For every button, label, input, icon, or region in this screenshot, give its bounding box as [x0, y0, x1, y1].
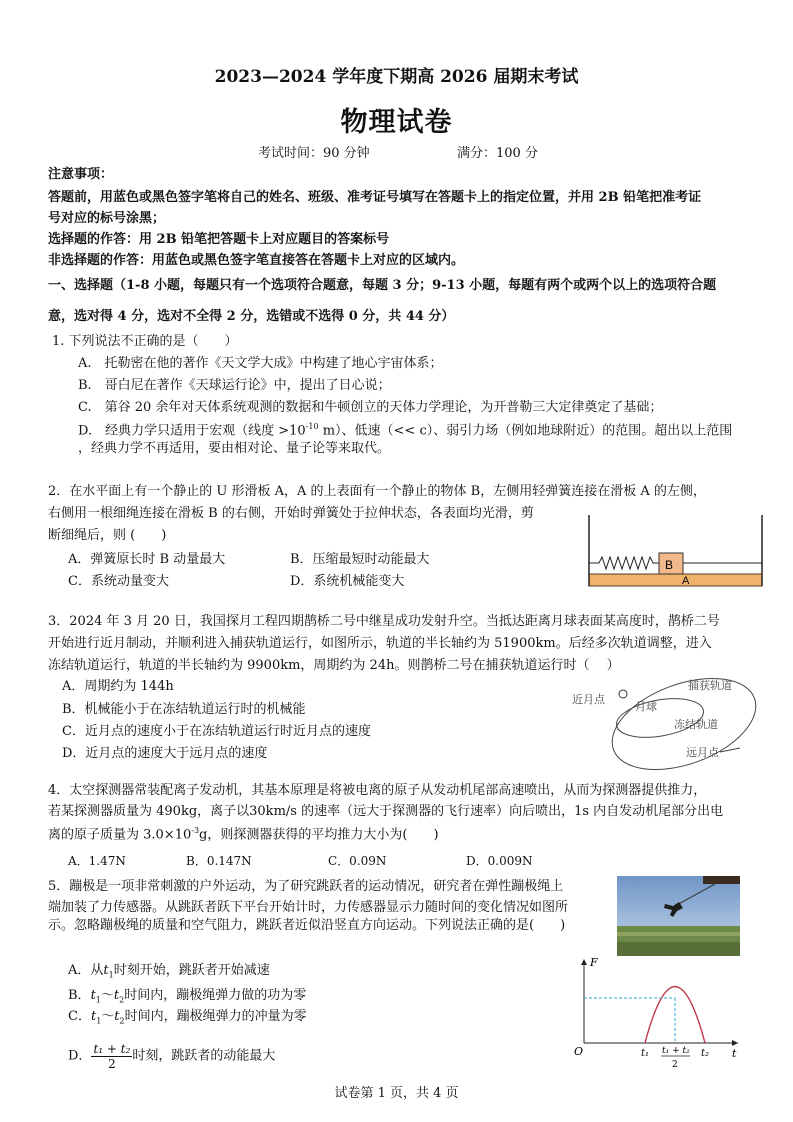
q1-option-a: A. 托勒密在他的著作《天文学大成》中构建了地心宇宙体系； [78, 356, 443, 371]
section-heading: 一、选择题（1-8 小题，每题只有一个选项符合题意，每题 3 分；9-13 小题，每题有两个或两个以上的选项符合题 [48, 278, 717, 293]
notes-line: 号对应的标号涂黑； [48, 211, 166, 226]
q3-option-d: D．近月点的速度大于远月点的速度 [62, 746, 268, 761]
q4-stem-line: 若某探测器质量为 490kg，离子以30km/s 的速率（远大于探测器的飞行速率）向后喷出，1s 内自发动机尾部分出电 [48, 804, 724, 819]
notes-title: 注意事项： [48, 167, 114, 182]
q2-stem-line: 右侧用一根细绳连接在滑板 B 的右侧，开始时弹簧处于拉伸状态，各表面均光滑，剪 [48, 506, 534, 521]
q1-option-b: B. 哥白尼在著作《天球运行论》中，提出了日心说； [78, 378, 391, 393]
force-time-graph [570, 955, 748, 1073]
exam-time: 考试时间：90 分钟 [258, 146, 370, 161]
q1-option-d-cont: ，经典力学不再适用，要由相对论、量子论等来取代。 [78, 441, 391, 456]
q1-stem: 1. 下列说法不正确的是（ ） [52, 334, 238, 349]
q5-option-b: B．$t_1\sim t_2$时间内，蹦极绳弹力做的功为零 [68, 988, 307, 1005]
q1-option-c: C. 第谷 20 余年对天体系统观测的数据和牛顿创立的天体力学理论，为开普勒三大定律奠定了基础； [78, 400, 663, 415]
q3-stem-line: 3．2024 年 3 月 20 日，我国探月工程四期鹊桥二号中继星成功发射升空。当抵达距离月球表面某高度时，鹊桥二号 [48, 614, 720, 629]
tmid-den: 2 [672, 1060, 678, 1070]
q4-stem-line: 4．太空探测器常装配离子发动机，其基本原理是将被电离的原子从发动机尾部高速喷出，从而为探测器提供推力， [48, 783, 707, 798]
orbit-figure [568, 672, 768, 772]
q5-stem-line: 端加装了力传感器。从跳跃者跃下平台开始计时，力传感器显示力随时间的变化情况如图所 [48, 900, 569, 915]
q3-stem-line: 冻结轨道运行，轨道的半长轴约为 9900km，周期约为 24h。则鹊桥二号在捕获轨道运行时（ ） [48, 658, 620, 673]
q3-option-a: A．周期约为 144h [62, 679, 174, 694]
q2-stem-line: 断细绳后，则 ( ) [48, 528, 167, 543]
t2-label: t₂ [701, 1048, 710, 1059]
full-score: 满分：100 分 [457, 146, 538, 161]
perilune-label: 近月点 [572, 693, 605, 706]
q2-stem-line: 2．在水平面上有一个静止的 U 形滑板 A，A 的上表面有一个静止的物体 B，左侧用轻弹簧连接在滑板 A 的左侧， [48, 484, 706, 499]
q2-option-b: B．压缩最短时动能最大 [290, 552, 430, 567]
section-heading: 意，选对得 4 分，选对不全得 2 分，选错或不选得 0 分，共 44 分） [48, 309, 455, 324]
q4-option-b: B．0.147N [186, 854, 252, 868]
moon-dot [619, 690, 627, 698]
apolune-label: 远月点 [686, 746, 719, 759]
q3-stem-line: 开始进行近月制动，并顺利进入捕获轨道运行，如图所示，轨道的半长轴约为 51900km。后经多次轨道调整，进入 [48, 636, 712, 651]
page-footer: 试卷第 1 页，共 4 页 [334, 1086, 459, 1101]
q1-option-d: D. 经典力学只适用于宏观（线度 $>10^{-10}$ m）、低速（<< c）、弱引力场（例如地球附近）的范围。超出以上范围 [78, 422, 733, 439]
q5-stem-line: 5．蹦极是一项非常刺激的户外运动，为了研究跳跃者的运动情况，研究者在弹性蹦极绳上 [48, 879, 564, 894]
f-axis-label: F [590, 956, 598, 969]
q5-option-d: D． $\frac{\text{t₁ + t₂}}{2}$ 时刻，跳跃者的动能最大 [68, 1042, 276, 1071]
t-axis-label: t [732, 1047, 737, 1060]
tmid-num: t₁ + t₂ [662, 1046, 690, 1056]
bungee-photo [617, 876, 740, 956]
spring-slider-figure [585, 515, 767, 590]
subject-title: 物理试卷 [340, 107, 453, 138]
q2-option-c: C．系统动量变大 [68, 574, 169, 589]
q3-option-b: B．机械能小于在冻结轨道运行时的机械能 [62, 702, 306, 717]
exam-title: 2023—2024 学年度下期高 2026 届期末考试 [214, 67, 579, 87]
q5-option-a: A．从$t_1$时刻开始，跳跃者开始减速 [68, 963, 270, 980]
frozen-orbit-label: 冻结轨道 [674, 718, 718, 731]
capture-orbit-label: 捕获轨道 [688, 679, 732, 692]
spring [589, 557, 659, 569]
notes-line: 答题前，用蓝色或黑色签字笔将自己的姓名、班级、准考证号填写在答题卡上的指定位置，并用 2B 铅笔把准考证 [48, 190, 702, 205]
origin-label: O [574, 1045, 584, 1058]
notes-line: 选择题的作答：用 2B 铅笔把答题卡上对应题目的答案标号 [48, 232, 390, 247]
slider-board [589, 574, 762, 586]
q4-stem-line: 离的原子质量为 $3.0\times 10^{-3}g$，则探测器获得的平均推力大小为( ) [48, 826, 439, 843]
q4-option-a: A．1.47N [68, 854, 126, 868]
q2-option-a: A．弹簧原长时 B 动量最大 [68, 552, 226, 567]
notes-line: 非选择题的作答：用蓝色或黑色签字笔直接答在答题卡上对应的区域内。 [48, 253, 465, 268]
q3-option-c: C．近月点的速度小于在冻结轨道运行时近月点的速度 [62, 724, 371, 739]
label-b: B [665, 558, 674, 572]
q5-stem-line: 示。忽略蹦极绳的质量和空气阻力，跳跃者近似沿竖直方向运动。下列说法正确的是( ) [48, 918, 566, 933]
moon-label: 月球 [635, 700, 657, 713]
q4-option-c: C．0.09N [328, 854, 387, 868]
q4-option-d: D．0.009N [466, 854, 533, 868]
q2-option-d: D．系统机械能变大 [290, 574, 405, 589]
t1-label: t₁ [641, 1048, 650, 1059]
q5-option-c: C．$t_1\sim t_2$时间内，蹦极绳弹力的冲量为零 [68, 1009, 307, 1026]
label-a: A [682, 575, 690, 587]
